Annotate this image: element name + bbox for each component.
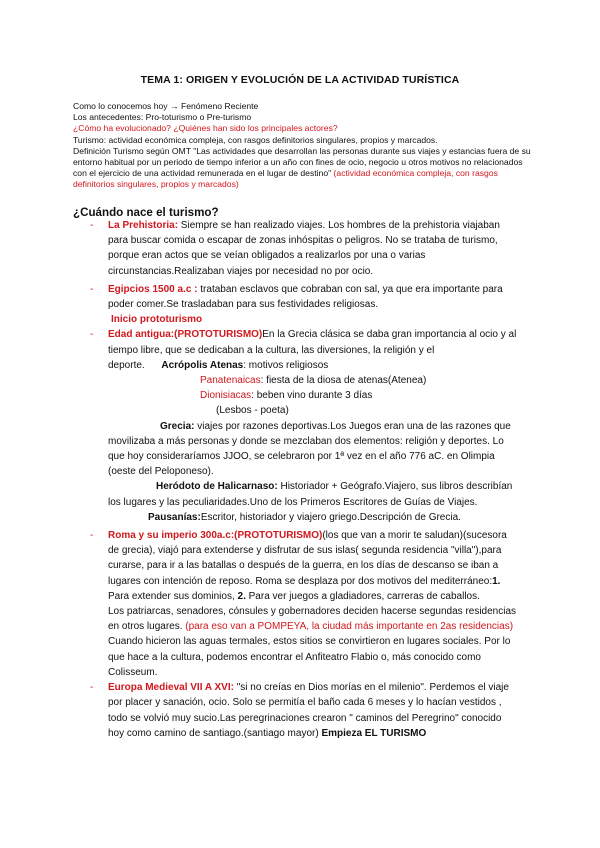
- pausanias-paragraph: [108, 510, 520, 525]
- intro-block: [73, 101, 533, 191]
- prehistoria-heading: La Prehistoria:: [108, 220, 179, 231]
- dionisiacas-heading: Dionisiacas: [200, 390, 252, 402]
- list-item-medieval: [90, 680, 520, 741]
- omt-definition: [73, 146, 533, 191]
- lesbos-line: (Lesbos - poeta): [216, 405, 289, 417]
- patricias-text-2: Cuando hicieron las aguas termales, estos sitios se convirtieron en lugares sociales. Por lo que hace a la cultura, podemos encontrar el Anfiteatro Flabio o, más conocido como Colisseum.: [108, 636, 511, 678]
- roma-prototurismo-tag: (PROTOTURISMO): [234, 530, 323, 542]
- edad-antigua-text: En la Grecia clásica se daba gran importancia al ocio y al tiempo libre, que se dedicaban a la cultura, las diversiones, la religión y el deporte.: [108, 329, 517, 371]
- panatenaicas-heading: Panatenaicas: [200, 375, 261, 387]
- acropolis-heading: Acrópolis Atenas: [161, 359, 244, 371]
- section-question: ¿Cuándo nace el turismo?: [73, 206, 219, 219]
- medieval-text: "si no creías en Dios morías en el milenio". Perdemos el viaje por placer y sanación, ocio. Solo se permitía el baño cada 6 meses y lo hacían vestidos , todo se volvió muy sucio.Las peregrinaciones crearon " caminos del Peregrino" conocido hoy como camino de santiago.(santiago mayor): [108, 682, 509, 739]
- roma-text-2: Para extender sus dominios,: [108, 590, 238, 602]
- bullet-dash: -: [90, 682, 94, 694]
- grecia-heading: Grecia:: [160, 420, 195, 432]
- acropolis-text: : motivos religiosos: [243, 359, 329, 371]
- roma-heading: Roma y su imperio 300a.c:: [108, 530, 235, 542]
- roma-text-1: (los que van a morir te saludan)(sucesora de grecia), viajó para extenderse y disfrutar de sus islas( segunda residencia "villa"),para curarse, para ir a las batallas o después de la guerra, en los días de descanso se iban a lugares con intención de reposo. Roma se desplaza por dos motivos del mediterráneo:: [108, 530, 507, 587]
- list-item-prehistoria: [90, 218, 520, 279]
- omt-definition-text: Definición Turismo según OMT "Las actividades que desarrollan las personas durante sus viajes y estancias fuera de su entorno habitual por un periodo de tiempo inferior a un año con fines de ocio, negocio u otros motivos no relacionados con el ejercicio de una actividad remunerada en el lugar de destino": [73, 145, 531, 179]
- list-item-edad-antigua: [90, 327, 520, 373]
- list-item-egipcios: [90, 282, 520, 312]
- pompeya-note: (para eso van a POMPEYA, la ciudad más importante en 2as residencias): [182, 621, 514, 633]
- history-list: [90, 218, 520, 741]
- turismo-definition: Turismo: actividad económica compleja, con rasgos definitorios singulares, propios y marcados.: [73, 134, 438, 145]
- omt-definition-note: (actividad económica compleja, con rasgos definitorios singulares, propios y marcados): [73, 168, 498, 190]
- patricias-text-1: Los patriarcas, senadores, cónsules y gobernadores deciden hacerse segundas residencias en otros lugares.: [108, 606, 517, 633]
- intro-question: ¿Cómo ha evolucionado? ¿Quiénes han sido los principales actores?: [73, 123, 338, 134]
- edad-antigua-heading: Edad antigua:(PROTOTURISMO): [108, 329, 263, 341]
- grecia-paragraph: [108, 419, 520, 480]
- intro-line-1: Como lo conocemos hoy → Fenómeno Reciente: [73, 101, 259, 111]
- herodoto-paragraph: [108, 479, 520, 509]
- roma-text-3: Para ver juegos a gladiadores, carreras de caballos.: [245, 590, 480, 602]
- roma-number-2: 2.: [237, 590, 246, 602]
- prehistoria-text: Siempre se han realizado viajes. Los hombres de la prehistoria viajaban para buscar comida o escapar de zonas inhóspitas o peligros. No se trataba de turismo, porque eran actos que se veían obligados a realizarlos por una o varias circunstancias.Realizaban viajes por necesidad no por ocio.: [108, 220, 500, 277]
- grecia-text: viajes por razones deportivas.Los Juegos eran una de las razones que movilizaba a más personas y donde se mezclaban dos elementos: religión y deportes. Lo que hoy consideraríamos JJOO, se celebraron por 1ª vez en el año 776 aC. en Olimpia (oeste del Peloponeso).: [108, 420, 511, 478]
- egipcios-heading: Egipcios 1500 a.c :: [108, 283, 198, 295]
- bullet-dash: -: [90, 283, 94, 295]
- roma-number-1: 1.: [492, 575, 501, 587]
- herodoto-text: Historiador + Geógrafo.Viajero, sus libros describían los lugares y las peculiaridades.Uno de los Primeros Escritores de Guías de Viajes.: [108, 481, 513, 508]
- list-item-roma: [90, 528, 520, 604]
- pausanias-text: Escritor, historiador y viajero griego.Descripción de Grecia.: [200, 511, 461, 523]
- medieval-heading: Europa Medieval VII A XVI:: [108, 682, 234, 694]
- bullet-dash: -: [90, 329, 94, 341]
- bullet-dash: -: [90, 220, 94, 231]
- bullet-dash: -: [90, 530, 94, 542]
- dionisiacas-line: [108, 388, 520, 403]
- egipcios-text: trataban esclavos que cobraban con sal, ya que era importante para poder comer.Se trasladaban para sus festividades religiosas.: [108, 283, 503, 311]
- panatenaicas-line: [108, 373, 520, 388]
- patricias-paragraph: [108, 604, 520, 680]
- inicio-prototurismo-label: Inicio prototurismo: [111, 314, 203, 326]
- medieval-tail: Empieza EL TURISMO: [321, 727, 427, 739]
- intro-line-2: Los antecedentes: Pro-toturismo o Pre-turismo: [73, 112, 252, 123]
- herodoto-heading: Heródoto de Halicarnaso:: [156, 481, 278, 493]
- pausanias-heading: Pausanías:: [148, 511, 201, 523]
- dionisiacas-text: : beben vino durante 3 días: [251, 390, 373, 402]
- page-title: TEMA 1: ORIGEN Y EVOLUCIÓN DE LA ACTIVIDAD TURÍSTICA: [140, 74, 460, 86]
- panatenaicas-text: : fiesta de la diosa de atenas(Atenea): [260, 375, 427, 387]
